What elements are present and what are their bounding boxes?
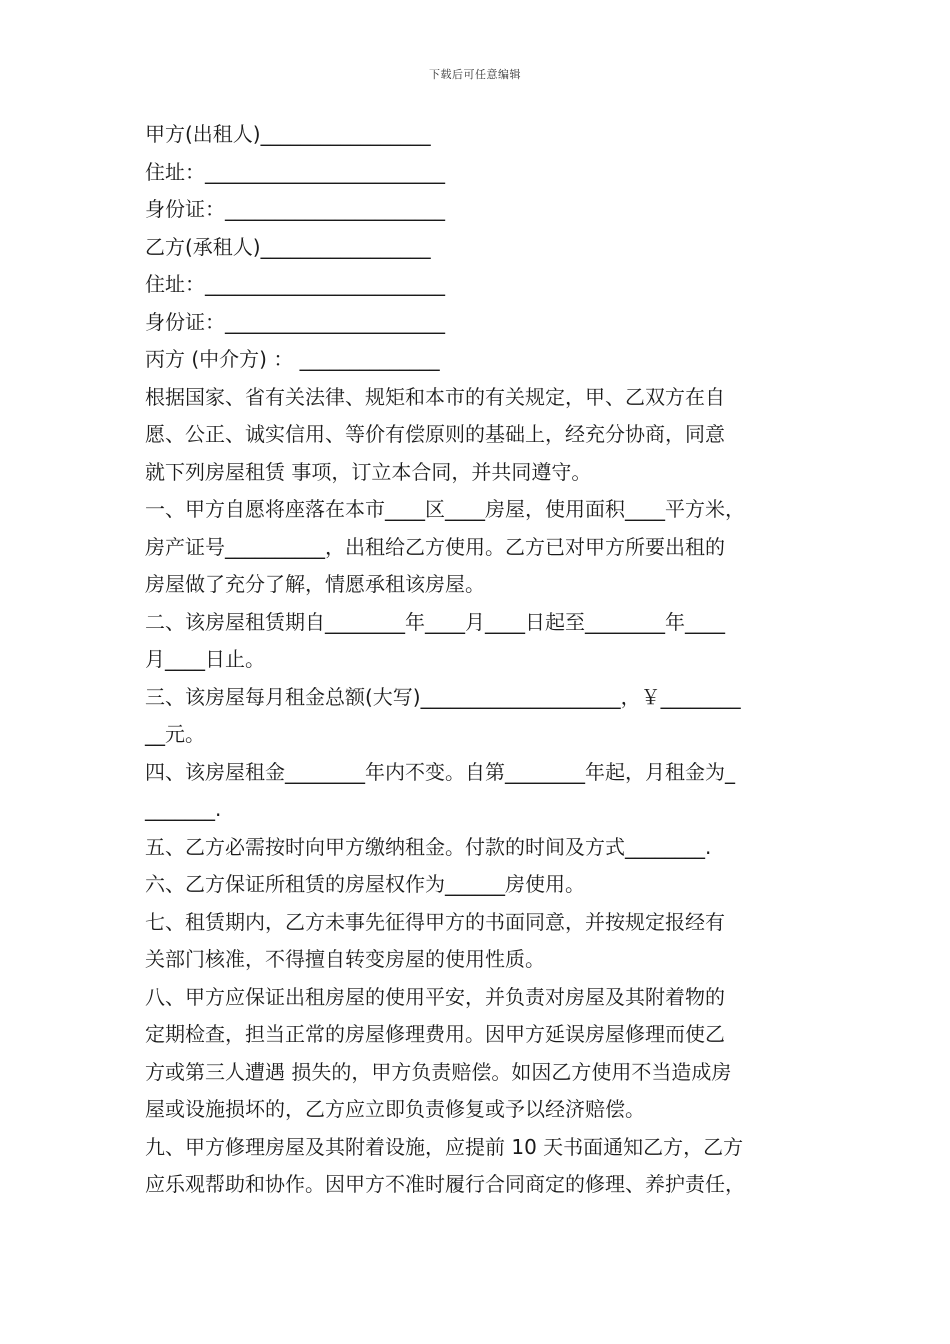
text-line: 身份证：______________________ [145,309,445,334]
text-line: 屋或设施损坏的，乙方应立即负责修复或予以经济赔偿。 [145,1097,645,1121]
text-line: 一、甲方自愿将座落在本市____区____房屋，使用面积____平方米， [145,497,745,521]
text-line: 四、该房屋租金________年内不变。自第________年起，月租金为_ [145,759,735,784]
text-line: _______. [145,797,222,821]
text-line: 房产证号__________，出租给乙方使用。乙方已对甲方所要出租的 [145,534,725,559]
text-line: 六、乙方保证所租赁的房屋权作为______房使用。 [145,872,585,896]
document-body [145,116,835,1204]
text-line: 七、租赁期内，乙方未事先征得甲方的书面同意，并按规定报经有 [145,909,725,934]
text-line: 五、乙方必需按时向甲方缴纳租金。付款的时间及方式________. [145,834,712,859]
text-line: 房屋做了充分了解，情愿承租该房屋。 [145,572,485,596]
text-line: 月____日止。 [145,647,265,671]
page-header: 下载后可任意编辑 [429,68,521,81]
text-line: 根据国家、省有关法律、规矩和本市的有关规定，甲、乙双方在自 [145,384,725,409]
text-line: 就下列房屋租赁 事项，订立本合同，并共同遵守。 [145,459,592,484]
text-line: 三、该房屋每月租金总额(大写)____________________，￥________ [145,684,741,709]
text-line: 身份证：______________________ [145,197,445,221]
text-line: 定期检查，担当正常的房屋修理费用。因甲方延误房屋修理而使乙 [145,1022,725,1046]
text-line: 二、该房屋租赁期自________年____月____日起至________年____ [145,609,725,634]
text-line: 应乐观帮助和协作。因甲方不准时履行合同商定的修理、养护责任， [145,1172,745,1196]
text-line: 方或第三人遭遇 损失的，甲方负责赔偿。如因乙方使用不当造成房 [145,1059,732,1084]
text-line: 愿、公正、诚实信用、等价有偿原则的基础上，经充分协商，同意 [145,422,725,446]
text-line: 甲方(出租人)_________________ [145,122,431,146]
text-line: 关部门核准，不得擅自转变房屋的使用性质。 [145,947,545,971]
text-line: 乙方(承租人)_________________ [145,234,431,259]
text-line: 住址：________________________ [145,159,445,184]
text-line: 住址：________________________ [145,272,445,296]
text-line: __元。 [145,722,205,746]
text-line: 丙方 (中介方) ： ______________ [145,347,440,371]
text-line: 八、甲方应保证出租房屋的使用平安，并负责对房屋及其附着物的 [145,984,725,1009]
text-line: 九、甲方修理房屋及其附着设施，应提前 10 天书面通知乙方，乙方 [145,1134,744,1159]
